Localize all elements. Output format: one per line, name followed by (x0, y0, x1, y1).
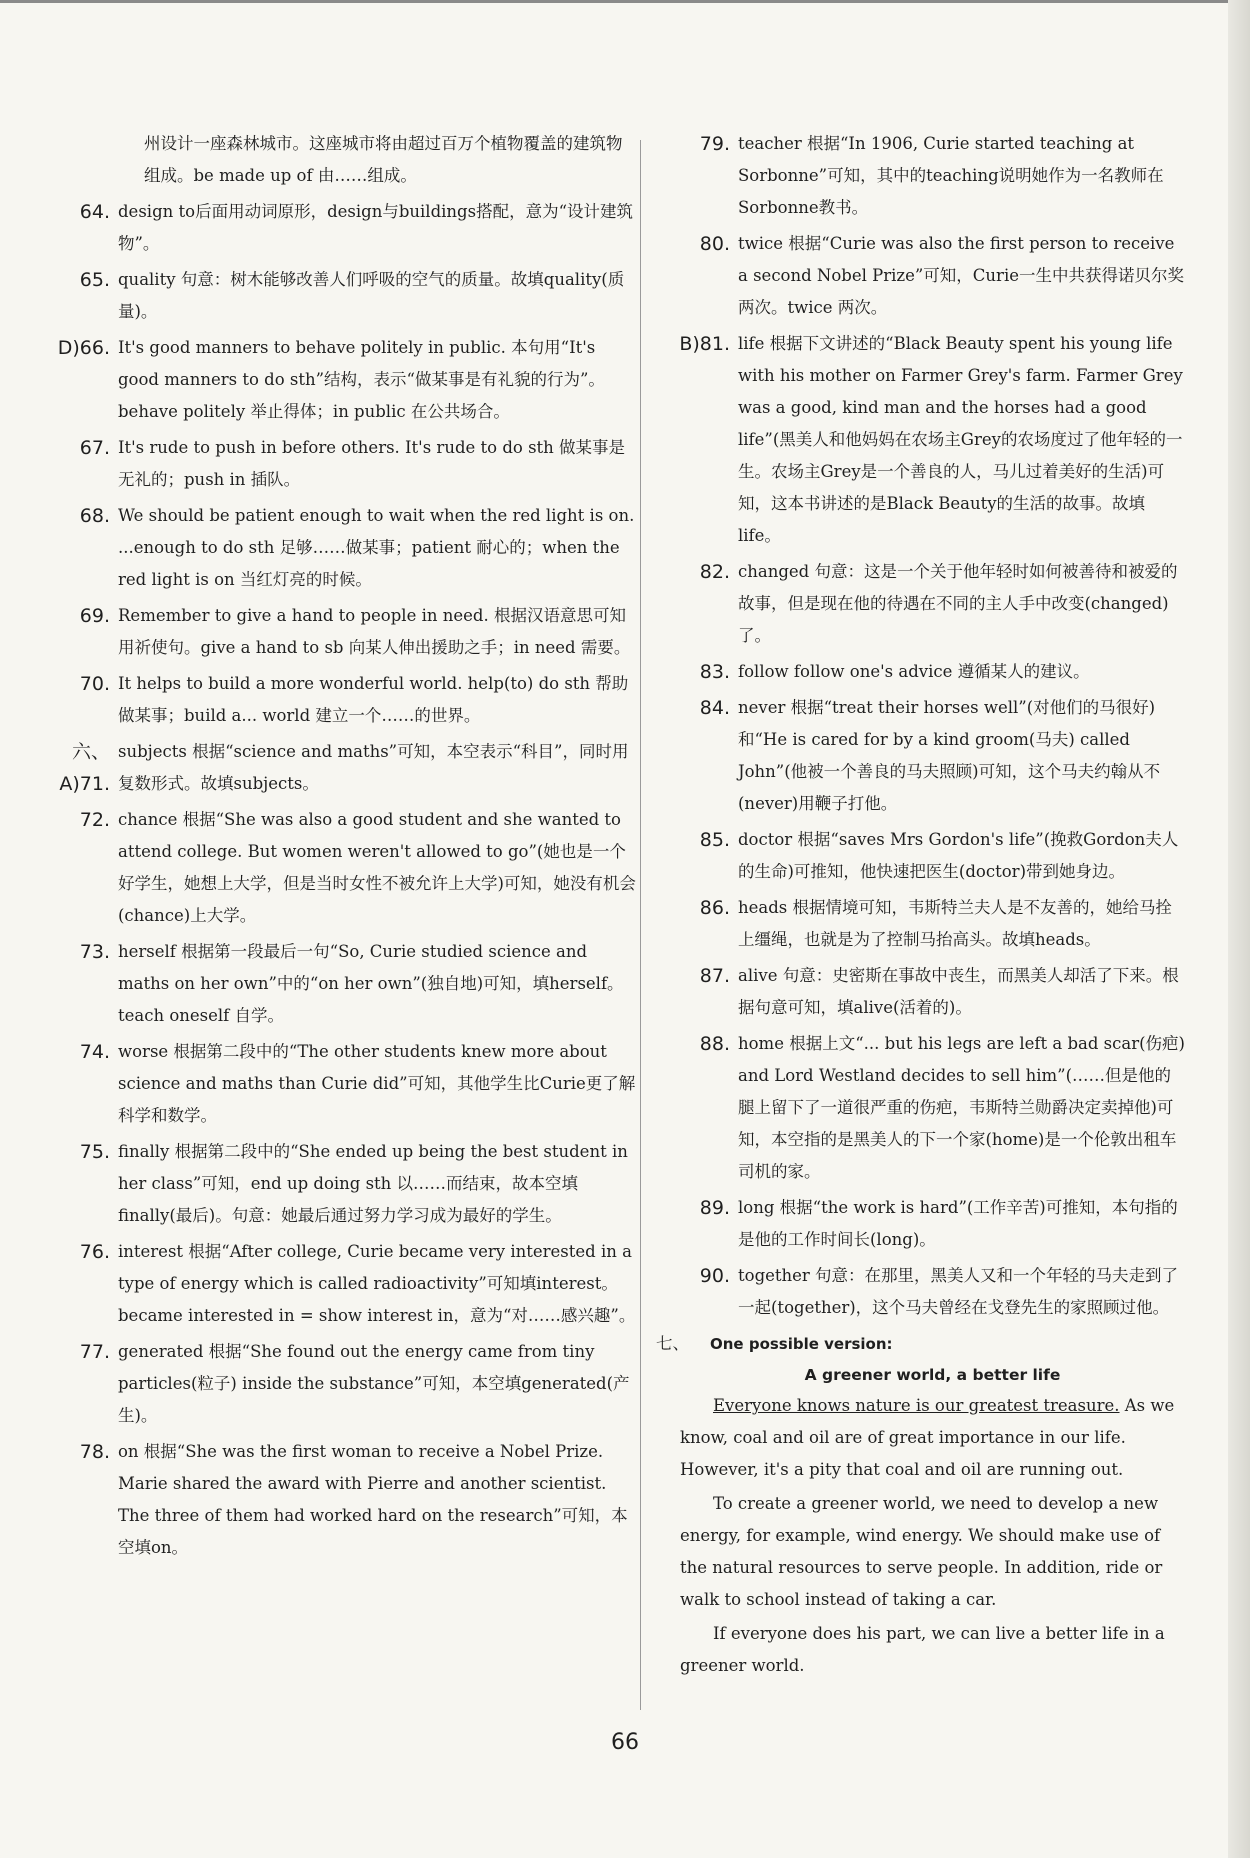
answer-item (680, 1260, 1185, 1324)
answer-item (680, 824, 1185, 888)
item-number: 86. (699, 897, 730, 919)
item-number: 85. (699, 829, 730, 851)
item-number: 87. (699, 965, 730, 987)
item-text: life 根据下文讲述的“Black Beauty spent his young life with his mother on Farmer Grey's farm. Farmer Grey was a good, kind man and the horses had a good life”(黑美人和他妈妈在农场主Grey的农场度过了他年轻的一生。农场主Grey是一个善良的人，马儿过着美好的生活)可知，这本书讲述的是Black Beauty的生活的故事。故填life。 (738, 334, 1183, 545)
answer-item (79, 1036, 638, 1132)
item-number: 83. (699, 661, 730, 683)
item-text: Remember to give a hand to people in need. 根据汉语意思可知用祈使句。give a hand to sb 向某人伸出援助之手；in need 需要。 (118, 606, 631, 657)
answer-item (59, 736, 638, 800)
answer-item (680, 328, 1185, 552)
item-text: teacher 根据“In 1906, Curie started teaching at Sorbonne”可知，其中的teaching说明她作为一名教师在Sorbonne教书。 (738, 134, 1164, 217)
answer-continuation: 州设计一座森林城市。这座城市将由超过百万个植物覆盖的建筑物组成。be made up of 由……组成。 (144, 134, 623, 185)
item-number: 79. (699, 133, 730, 155)
item-text: finally 根据第二段中的“She ended up being the best student in her class”可知，end up doing sth 以……而结束，故本空填finally(最后)。句意：她最后通过努力学习成为最好的学生。 (118, 1142, 628, 1225)
page-number: 66 (611, 1730, 639, 1755)
answer-item (79, 936, 638, 1032)
item-number: 77. (79, 1341, 110, 1363)
item-text: subjects 根据“science and maths”可知，本空表示“科目”，同时用复数形式。故填subjects。 (118, 742, 629, 793)
right-column (656, 128, 1185, 1684)
item-text: interest 根据“After college, Curie became very interested in a type of energy which is called radioactivity”可知填interest。became interested in = show interest in，意为“对……感兴趣”。 (118, 1242, 636, 1325)
item-number: 67. (79, 437, 110, 459)
item-number: D)66. (57, 337, 110, 359)
item-text: It helps to build a more wonderful world. help(to) do sth 帮助做某事；build a... world 建立一个……的世界。 (118, 674, 629, 725)
essay-heading (656, 1328, 1185, 1360)
item-number: 70. (79, 673, 110, 695)
item-text: together 句意：在那里，黑美人又和一个年轻的马夫走到了一起(together)，这个马夫曾经在戈登先生的家照顾过他。 (738, 1266, 1179, 1317)
item-text: long 根据“the work is hard”(工作辛苦)可推知，本句指的是他的工作时间长(long)。 (738, 1198, 1178, 1249)
item-text: doctor 根据“saves Mrs Gordon's life”(挽救Gordon夫人的生命)可推知，他快速把医生(doctor)带到她身边。 (738, 830, 1179, 881)
item-text: changed 句意：这是一个关于他年轻时如何被善待和被爱的故事，但是现在他的待遇在不同的主人手中改变(changed)了。 (738, 562, 1178, 645)
item-text: alive 句意：史密斯在事故中丧生，而黑美人却活了下来。根据句意可知，填alive(活着的)。 (738, 966, 1179, 1017)
answer-item (79, 1336, 638, 1432)
answer-item (680, 692, 1185, 820)
item-number: 68. (79, 505, 110, 527)
answer-item (79, 264, 638, 328)
item-number: 75. (79, 1141, 110, 1163)
item-text: herself 根据第一段最后一句“So, Curie studied science and maths on her own”中的“on her own”(独自地)可知，填herself。teach oneself 自学。 (118, 942, 624, 1025)
item-text: quality 句意：树木能够改善人们呼吸的空气的质量。故填quality(质量)。 (118, 270, 625, 321)
essay-paragraph (680, 1618, 1185, 1682)
item-text: It's rude to push in before others. It's rude to do sth 做某事是无礼的；push in 插队。 (118, 438, 626, 489)
item-number: 84. (699, 697, 730, 719)
answer-item (79, 500, 638, 596)
answer-item (79, 668, 638, 732)
item-text: worse 根据第二段中的“The other students knew more about science and maths than Curie did”可知，其他学生比Curie更了解科学和数学。 (118, 1042, 636, 1125)
paragraph-text: If everyone does his part, we can live a better life in a greener world. (680, 1624, 1165, 1675)
version-heading: One possible version: (710, 1335, 893, 1353)
left-column (57, 128, 638, 1568)
column-divider (640, 140, 641, 1710)
item-text: never 根据“treat their horses well”(对他们的马很好)和“He is cared for by a kind groom(马夫) called John”(他被一个善良的马夫照顾)可知，这个马夫约翰从不(never)用鞭子打他。 (738, 698, 1161, 813)
answer-item (79, 1236, 638, 1332)
answer-item (680, 128, 1185, 224)
answer-item (57, 332, 638, 428)
item-number: 64. (79, 201, 110, 223)
item-text: home 根据上文“... but his legs are left a bad scar(伤疤) and Lord Westland decides to sell him”(……但是他的腿上留下了一道很严重的伤疤，韦斯特兰勋爵决定卖掉他)可知，本空指的是黑美人的下一个家(home)是一个伦敦出租车司机的家。 (738, 1034, 1185, 1181)
top-rule (0, 0, 1250, 3)
item-number: B)81. (679, 333, 730, 355)
item-number: 72. (79, 809, 110, 831)
item-text: on 根据“She was the first woman to receive a Nobel Prize. Marie shared the award with Pierre and another scientist. The three of them had worked hard on the research”可知，本空填on。 (118, 1442, 628, 1557)
item-number: 73. (79, 941, 110, 963)
item-number: 82. (699, 561, 730, 583)
paragraph-text: As we know, coal and oil are of great importance in our life. However, it's a pity that coal and oil are running out. (680, 1396, 1175, 1479)
answer-item (79, 196, 638, 260)
item-text: heads 根据情境可知，韦斯特兰夫人是不友善的，她给马拴上缰绳，也就是为了控制马抬高头。故填heads。 (738, 898, 1173, 949)
answer-item (680, 228, 1185, 324)
answer-item (680, 892, 1185, 956)
essay-paragraph (680, 1390, 1185, 1486)
item-text: follow follow one's advice 遵循某人的建议。 (738, 662, 1090, 681)
answer-item (680, 656, 1185, 688)
answer-item (680, 1192, 1185, 1256)
item-text: We should be patient enough to wait when the red light is on. ...enough to do sth 足够……做某事；patient 耐心的；when the red light is on 当红灯亮的时候。 (118, 506, 635, 589)
item-number: 65. (79, 269, 110, 291)
page-edge-shadow (1228, 0, 1250, 1858)
answer-item (79, 1136, 638, 1232)
underlined-sentence: Everyone knows nature is our greatest treasure. (713, 1396, 1120, 1415)
item-number: 六、A)71. (59, 741, 110, 795)
item-number: 69. (79, 605, 110, 627)
paragraph-text: To create a greener world, we need to develop a new energy, for example, wind energy. We should make use of the natural resources to serve people. In addition, ride or walk to school instead of taking a car. (680, 1494, 1163, 1609)
answer-item (680, 1028, 1185, 1188)
item-text: chance 根据“She was also a good student and she wanted to attend college. But women weren't allowed to go”(她也是一个好学生，她想上大学，但是当时女性不被允许上大学)可知，她没有机会(chance)上大学。 (118, 810, 636, 925)
answer-item (680, 556, 1185, 652)
answer-item (79, 432, 638, 496)
answer-item (79, 600, 638, 664)
item-text: twice 根据“Curie was also the first person to receive a second Nobel Prize”可知，Curie一生中共获得诺贝尔奖两次。twice 两次。 (738, 234, 1184, 317)
item-number: 80. (699, 233, 730, 255)
item-number: 74. (79, 1041, 110, 1063)
item-number: 88. (699, 1033, 730, 1055)
essay-body (680, 1390, 1185, 1682)
item-number: 90. (699, 1265, 730, 1287)
essay-title: A greener world, a better life (804, 1366, 1061, 1384)
item-text: It's good manners to behave politely in public. 本句用“It's good manners to do sth”结构，表示“做某事是有礼貌的行为”。behave politely 举止得体；in public 在公共场合。 (118, 338, 605, 421)
item-number: 78. (79, 1441, 110, 1463)
answer-item (79, 804, 638, 932)
essay-paragraph (680, 1488, 1185, 1616)
item-text: design to后面用动词原形，design与buildings搭配，意为“设计建筑物”。 (118, 202, 634, 253)
item-number: 89. (699, 1197, 730, 1219)
answer-item (79, 1436, 638, 1564)
item-number: 76. (79, 1241, 110, 1263)
section-label: 七、 (656, 1334, 689, 1353)
item-text: generated 根据“She found out the energy came from tiny particles(粒子) inside the substance”可知，本空填generated(产生)。 (118, 1342, 630, 1425)
answer-item (680, 960, 1185, 1024)
